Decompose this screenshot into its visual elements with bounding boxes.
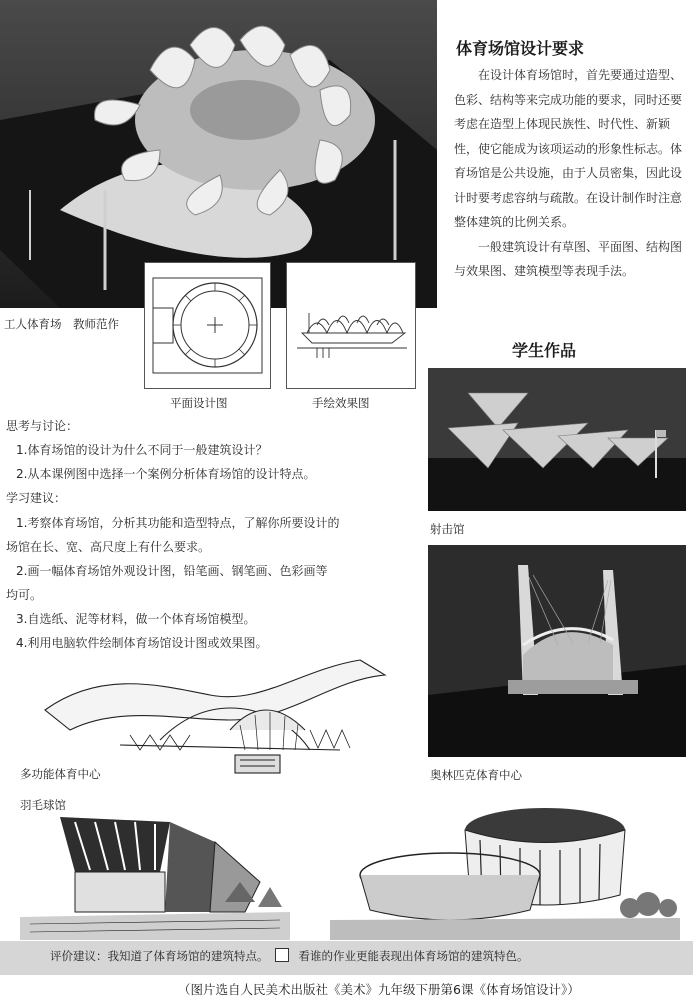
badminton-hall-caption: 羽毛球馆 bbox=[20, 798, 66, 812]
suggestions-title: 学习建议： bbox=[6, 491, 67, 505]
design-requirements-body bbox=[454, 63, 682, 284]
suggestion-3: 3.自选纸、泥等材料，做一个体育场馆模型。 bbox=[16, 612, 256, 626]
sketch-caption: 手绘效果图 bbox=[312, 396, 370, 410]
shooting-hall-caption: 射击馆 bbox=[430, 522, 465, 536]
evaluation-checkbox[interactable] bbox=[275, 948, 289, 962]
suggestion-1-line-1: 1.考察体育场馆，分析其功能和造型特点，了解你所要设计的 bbox=[16, 516, 340, 530]
discussion-title: 思考与讨论： bbox=[6, 419, 79, 433]
shooting-hall-photo bbox=[428, 368, 686, 511]
suggestion-1-line-2: 场馆在长、宽、高尺度上有什么要求。 bbox=[6, 540, 211, 554]
evaluation-prefix: 评价建议：我知道了体育场馆的建筑特点。 bbox=[50, 949, 269, 963]
olympic-center-caption: 奥林匹克体育中心 bbox=[430, 768, 522, 782]
multi-function-center-caption: 多功能体育中心 bbox=[20, 767, 101, 781]
discussion-item-2: 2.从本课例图中选择一个案例分析体育场馆的设计特点。 bbox=[16, 467, 316, 481]
plan-diagram bbox=[144, 262, 271, 389]
teacher-model-caption: 工人体育场 教师范作 bbox=[4, 317, 119, 331]
suggestion-4: 4.利用电脑软件绘制体育场馆设计图或效果图。 bbox=[16, 636, 268, 650]
cycling-hall-sketch bbox=[330, 800, 680, 940]
sketch-diagram bbox=[286, 262, 416, 389]
multi-function-center-sketch bbox=[40, 650, 420, 780]
design-requirements-title: 体育场馆设计要求 bbox=[456, 39, 585, 58]
olympic-center-photo bbox=[428, 545, 686, 757]
suggestion-2-line-2: 均可。 bbox=[6, 588, 43, 602]
evaluation-suffix: 看谁的作业更能表现出体育场馆的建筑特色。 bbox=[298, 949, 529, 963]
design-methods-paragraph: 一般建筑设计有草图、平面图、结构图与效果图、建筑模型等表现手法。 bbox=[454, 239, 683, 278]
image-source-note: （图片选自人民美术出版社《美术》九年级下册第6课《体育场馆设计》） bbox=[178, 982, 580, 997]
badminton-hall-sketch bbox=[20, 812, 290, 940]
student-works-title: 学生作品 bbox=[512, 341, 577, 360]
suggestion-2-line-1: 2.画一幅体育场馆外观设计图，铅笔画、钢笔画、色彩画等 bbox=[16, 564, 328, 578]
evaluation-text bbox=[50, 948, 529, 964]
discussion-item-1: 1.体育场馆的设计为什么不同于一般建筑设计？ bbox=[16, 443, 268, 457]
plan-caption: 平面设计图 bbox=[170, 396, 228, 410]
design-requirements-paragraph: 在设计体育场馆时，首先要通过造型、色彩、结构等来完成功能的要求，同时还要考虑在造型上体现民族性、时代性、新颖性，使它能成为该项运动的形象性标志。体育场馆是公共设施，由于人员密集，因此设计时要考虑容纳与疏散。在设计制作时注意整体建筑的比例关系。 bbox=[454, 68, 683, 229]
